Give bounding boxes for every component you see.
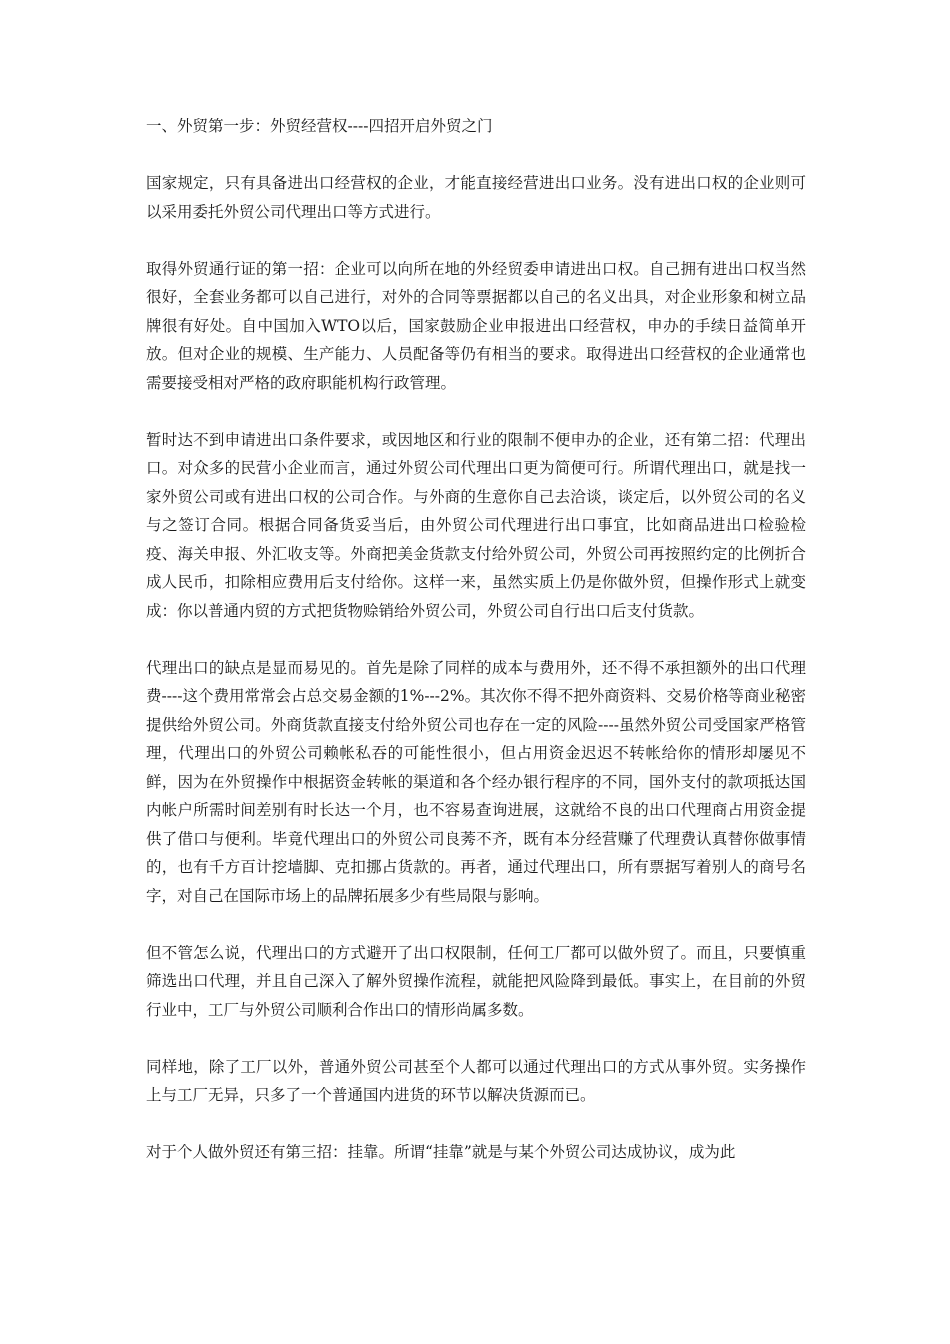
paragraph-6: 同样地，除了工厂以外，普通外贸公司甚至个人都可以通过代理出口的方式从事外贸。实务操作上与工厂无异，只多了一个普通国内进货的环节以解决货源而已。 xyxy=(146,1057,806,1104)
document-body xyxy=(146,112,806,1195)
paragraph-4: 代理出口的缺点是显而易见的。首先是除了同样的成本与费用外，还不得不承担额外的出口代理费----这个费用常常会占总交易金额的1%---2%。其次你不得不把外商资料、交易价格等商业秘密提供给外贸公司。外商货款直接支付给外贸公司也存在一定的风险----虽然外贸公司受国家严格管理，代理出口的外贸公司赖帐私吞的可能性很小，但占用资金迟迟不转帐给你的情形却屡见不鲜，因为在外贸操作中根据资金转帐的渠道和各个经办银行程序的不同，国外支付的款项抵达国内帐户所需时间差别有时长达一个月，也不容易查询进展，这就给不良的出口代理商占用资金提供了借口与便利。毕竟代理出口的外贸公司良莠不齐，既有本分经营赚了代理费认真替你做事情的，也有千方百计挖墙脚、克扣挪占货款的。再者，通过代理出口，所有票据写着别人的商号名字，对自己在国际市场上的品牌拓展多少有些局限与影响。 xyxy=(146,658,806,905)
paragraph-5: 但不管怎么说，代理出口的方式避开了出口权限制，任何工厂都可以做外贸了。而且，只要慎重筛选出口代理，并且自己深入了解外贸操作流程，就能把风险降到最低。事实上，在目前的外贸行业中，工厂与外贸公司顺利合作出口的情形尚属多数。 xyxy=(146,943,806,1019)
paragraph-2: 取得外贸通行证的第一招：企业可以向所在地的外经贸委申请进出口权。自己拥有进出口权当然很好，全套业务都可以自己进行，对外的合同等票据都以自己的名义出具，对企业形象和树立品牌很有好处。自中国加入WTO以后，国家鼓励企业申报进出口经营权，申办的手续日益简单开放。但对企业的规模、生产能力、人员配备等仍有相当的要求。取得进出口经营权的企业通常也需要接受相对严格的政府职能机构行政管理。 xyxy=(146,259,806,392)
paragraph-7: 对于个人做外贸还有第三招：挂靠。所谓“挂靠”就是与某个外贸公司达成协议，成为此 xyxy=(146,1143,736,1161)
paragraph-1: 国家规定，只有具备进出口经营权的企业，才能直接经营进出口业务。没有进出口权的企业则可以采用委托外贸公司代理出口等方式进行。 xyxy=(146,174,806,221)
section-heading: 一、外贸第一步：外贸经营权----四招开启外贸之门 xyxy=(146,117,493,135)
paragraph-3: 暂时达不到申请进出口条件要求，或因地区和行业的限制不便申办的企业，还有第二招：代理出口。对众多的民营小企业而言，通过外贸公司代理出口更为简便可行。所谓代理出口，就是找一家外贸公司或有进出口权的公司合作。与外商的生意你自己去洽谈，谈定后，以外贸公司的名义与之签订合同。根据合同备货妥当后，由外贸公司代理进行出口事宜，比如商品进出口检验检疫、海关申报、外汇收支等。外商把美金货款支付给外贸公司，外贸公司再按照约定的比例折合成人民币，扣除相应费用后支付给你。这样一来，虽然实质上仍是你做外贸，但操作形式上就变成：你以普通内贸的方式把货物赊销给外贸公司，外贸公司自行出口后支付货款。 xyxy=(146,430,806,620)
